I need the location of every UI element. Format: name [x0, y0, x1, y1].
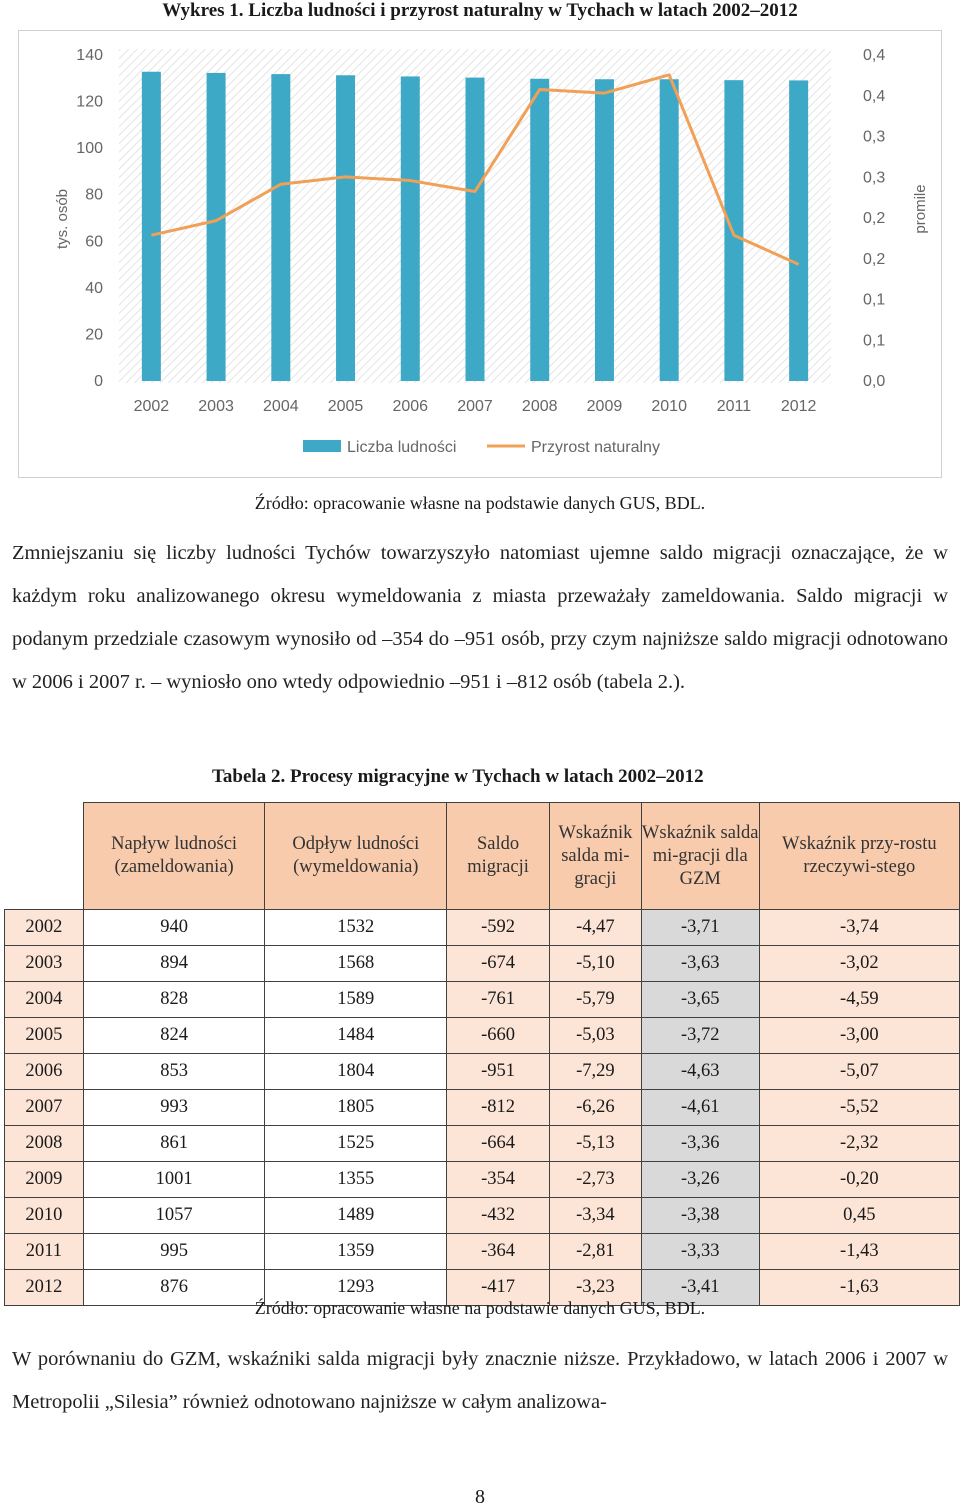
legend-swatch-population [303, 440, 341, 452]
y-tick-left: 60 [85, 233, 103, 251]
y-tick-left: 40 [85, 279, 103, 297]
bar-2003 [207, 73, 226, 381]
cell-growth-rate: -3,00 [759, 1018, 959, 1054]
table-row [5, 946, 960, 982]
cell-balance: -432 [447, 1198, 550, 1234]
cell-inflow: 940 [83, 910, 265, 946]
cell-outflow: 1568 [265, 946, 447, 982]
header-balance-rate-gzm: Wskaźnik salda mi-gracji dla GZM [641, 803, 759, 910]
cell-balance-rate-gzm: -3,65 [641, 982, 759, 1018]
bar-2008 [530, 79, 549, 381]
cell-outflow: 1805 [265, 1090, 447, 1126]
x-tick-label: 2005 [327, 398, 364, 415]
legend-label-growth: Przyrost naturalny [531, 439, 660, 456]
y-tick-right: 0,3 [863, 169, 886, 187]
cell-inflow: 853 [83, 1054, 265, 1090]
table-row [5, 982, 960, 1018]
cell-balance-rate-gzm: -4,63 [641, 1054, 759, 1090]
bar-2006 [401, 76, 420, 381]
cell-inflow: 861 [83, 1126, 265, 1162]
cell-growth-rate: -1,63 [759, 1270, 959, 1306]
cell-balance-rate-gzm: -3,41 [641, 1270, 759, 1306]
y-tick-left: 100 [76, 140, 103, 158]
bar-2005 [336, 75, 355, 381]
legend-label-population: Liczba ludności [347, 439, 457, 456]
bar-2002 [142, 72, 161, 381]
cell-balance: -951 [447, 1054, 550, 1090]
header-balance: Saldo migracji [447, 803, 550, 910]
y-tick-left: 80 [85, 186, 103, 204]
cell-balance-rate: -4,47 [549, 910, 641, 946]
cell-year: 2008 [5, 1126, 84, 1162]
x-tick-label: 2003 [198, 398, 234, 415]
y-tick-right: 0,1 [863, 291, 886, 309]
cell-balance-rate-gzm: -4,61 [641, 1090, 759, 1126]
cell-inflow: 1057 [83, 1198, 265, 1234]
x-tick-label: 2009 [586, 398, 623, 415]
x-tick-label: 2011 [716, 398, 752, 415]
x-tick-label: 2006 [392, 398, 429, 415]
table-row [5, 1198, 960, 1234]
combo-chart [19, 31, 943, 479]
cell-year: 2009 [5, 1162, 84, 1198]
cell-year: 2007 [5, 1090, 84, 1126]
cell-outflow: 1532 [265, 910, 447, 946]
cell-balance: -761 [447, 982, 550, 1018]
page-number: 8 [475, 1486, 485, 1508]
header-growth-rate: Wskaźnik przy-rostu rzeczywi-stego [759, 803, 959, 910]
bar-2007 [466, 78, 485, 381]
cell-inflow: 995 [83, 1234, 265, 1270]
cell-outflow: 1293 [265, 1270, 447, 1306]
cell-balance: -660 [447, 1018, 550, 1054]
cell-balance-rate-gzm: -3,36 [641, 1126, 759, 1162]
header-inflow: Napływ ludności (zameldowania) [83, 803, 265, 910]
bar-2012 [789, 80, 808, 381]
cell-growth-rate: -1,43 [759, 1234, 959, 1270]
table-row [5, 910, 960, 946]
table-row [5, 1234, 960, 1270]
cell-growth-rate: 0,45 [759, 1198, 959, 1234]
y-tick-right: 0,4 [863, 47, 886, 64]
cell-inflow: 828 [83, 982, 265, 1018]
cell-inflow: 876 [83, 1270, 265, 1306]
y-tick-left: 0 [94, 373, 103, 390]
cell-balance-rate-gzm: -3,38 [641, 1198, 759, 1234]
table-row [5, 1090, 960, 1126]
table-row [5, 1126, 960, 1162]
bar-2011 [724, 80, 743, 381]
cell-year: 2002 [5, 910, 84, 946]
cell-outflow: 1589 [265, 982, 447, 1018]
cell-balance: -664 [447, 1126, 550, 1162]
cell-outflow: 1359 [265, 1234, 447, 1270]
chart-source: Źródło: opracowanie własne na podstawie danych GUS, BDL. [254, 493, 706, 513]
header-balance-rate: Wskaźnik salda mi-gracji [549, 803, 641, 910]
cell-growth-rate: -4,59 [759, 982, 959, 1018]
table-header-row [5, 803, 960, 910]
cell-outflow: 1525 [265, 1126, 447, 1162]
cell-balance-rate: -6,26 [549, 1090, 641, 1126]
cell-balance-rate: -5,13 [549, 1126, 641, 1162]
cell-inflow: 1001 [83, 1162, 265, 1198]
cell-balance-rate-gzm: -3,71 [641, 910, 759, 946]
cell-outflow: 1489 [265, 1198, 447, 1234]
cell-balance-rate: -2,73 [549, 1162, 641, 1198]
x-tick-label: 2012 [780, 398, 817, 415]
cell-inflow: 993 [83, 1090, 265, 1126]
table-title: Tabela 2. Procesy migracyjne w Tychach w latach 2002–2012 [212, 766, 704, 787]
cell-balance-rate-gzm: -3,72 [641, 1018, 759, 1054]
cell-balance: -364 [447, 1234, 550, 1270]
cell-balance: -812 [447, 1090, 550, 1126]
cell-year: 2005 [5, 1018, 84, 1054]
cell-balance-rate: -3,23 [549, 1270, 641, 1306]
paragraph-1: Zmniejszaniu się liczby ludności Tychów towarzyszyło natomiast ujemne saldo migracji oznaczające, że w każdym roku analizowanego okresu wymeldowania z miasta przeważały zameldowania. Saldo migracji w podanym przedziale czasowym wynosiło od –354 do –951 osób, przy czym najniższe saldo migracji odnotowano w 2006 i 2007 r. – wyniosło ono wtedy odpowiednio –951 i –812 osób (tabela 2.). [12, 542, 948, 693]
cell-year: 2004 [5, 982, 84, 1018]
cell-balance-rate-gzm: -3,63 [641, 946, 759, 982]
y-tick-right: 0,1 [863, 332, 886, 350]
cell-inflow: 894 [83, 946, 265, 982]
cell-growth-rate: -0,20 [759, 1162, 959, 1198]
y-tick-left: 120 [76, 93, 103, 111]
bar-2010 [660, 79, 679, 381]
cell-outflow: 1484 [265, 1018, 447, 1054]
cell-growth-rate: -2,32 [759, 1126, 959, 1162]
header-outflow: Odpływ ludności (wymeldowania) [265, 803, 447, 910]
cell-year: 2010 [5, 1198, 84, 1234]
y-tick-right: 0,4 [863, 87, 886, 105]
table-row [5, 1018, 960, 1054]
cell-outflow: 1804 [265, 1054, 447, 1090]
cell-balance: -417 [447, 1270, 550, 1306]
x-tick-label: 2002 [133, 398, 170, 415]
cell-balance-rate: -2,81 [549, 1234, 641, 1270]
cell-balance-rate: -3,34 [549, 1198, 641, 1234]
cell-year: 2011 [5, 1234, 84, 1270]
header-empty [5, 803, 84, 910]
paragraph-2: W porównaniu do GZM, wskaźniki salda migracji były znacznie niższe. Przykładowo, w latach 2006 i 2007 w Metropolii „Silesia” również odnotowano najniższe w całym analizowa- [12, 1348, 948, 1413]
y-tick-right: 0,0 [863, 373, 886, 390]
cell-year: 2012 [5, 1270, 84, 1306]
y-axis-left-label: tys. osób [54, 188, 71, 250]
cell-growth-rate: -5,52 [759, 1090, 959, 1126]
x-tick-label: 2007 [457, 398, 493, 415]
chart-area [18, 30, 942, 478]
cell-balance-rate-gzm: -3,33 [641, 1234, 759, 1270]
y-tick-left: 140 [76, 47, 103, 64]
cell-growth-rate: -3,74 [759, 910, 959, 946]
bar-2009 [595, 79, 614, 381]
x-tick-label: 2004 [263, 398, 299, 415]
cell-inflow: 824 [83, 1018, 265, 1054]
chart-title: Wykres 1. Liczba ludności i przyrost naturalny w Tychach w latach 2002–2012 [162, 0, 798, 21]
cell-year: 2003 [5, 946, 84, 982]
legend [303, 439, 660, 456]
y-tick-right: 0,2 [863, 210, 886, 227]
cell-balance-rate: -5,03 [549, 1018, 641, 1054]
cell-balance: -354 [447, 1162, 550, 1198]
cell-growth-rate: -3,02 [759, 946, 959, 982]
cell-outflow: 1355 [265, 1162, 447, 1198]
cell-balance-rate: -5,79 [549, 982, 641, 1018]
y-tick-right: 0,3 [863, 128, 886, 146]
cell-balance: -674 [447, 946, 550, 982]
table-row [5, 1162, 960, 1198]
cell-balance: -592 [447, 910, 550, 946]
y-tick-left: 20 [85, 326, 103, 344]
table-row [5, 1054, 960, 1090]
cell-balance-rate: -7,29 [549, 1054, 641, 1090]
cell-year: 2006 [5, 1054, 84, 1090]
cell-balance-rate-gzm: -3,26 [641, 1162, 759, 1198]
cell-growth-rate: -5,07 [759, 1054, 959, 1090]
x-tick-label: 2010 [651, 398, 687, 415]
table-source: Źródło: opracowanie własne na podstawie danych GUS, BDL. [254, 1298, 706, 1318]
y-tick-right: 0,2 [863, 250, 886, 268]
migration-table [4, 802, 960, 1306]
bar-2004 [271, 74, 290, 381]
cell-balance-rate: -5,10 [549, 946, 641, 982]
x-tick-label: 2008 [521, 398, 558, 415]
y-axis-right-label: promile [912, 184, 929, 234]
